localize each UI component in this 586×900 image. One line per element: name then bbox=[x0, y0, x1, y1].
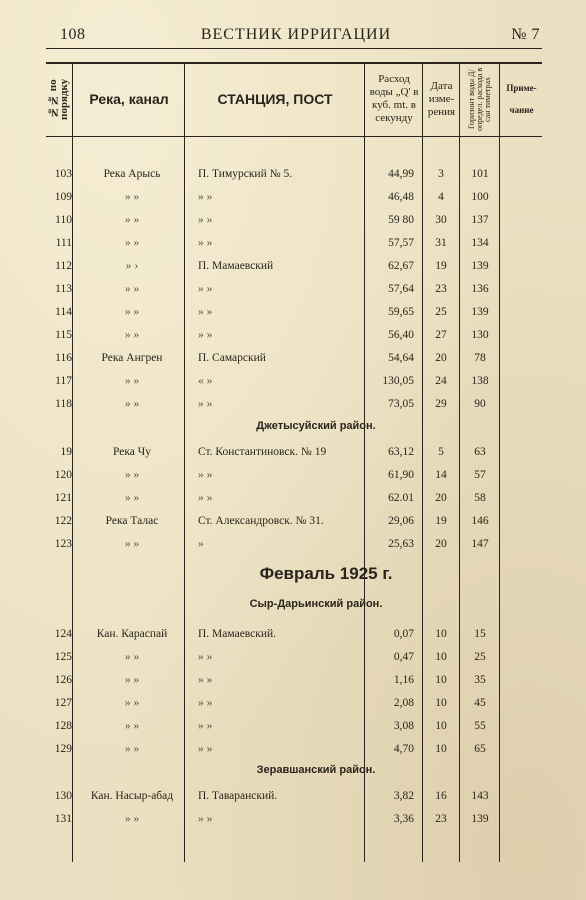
row-number: 125 bbox=[54, 651, 72, 663]
date-cell: 5 bbox=[438, 446, 444, 458]
issue-number: № 7 bbox=[511, 26, 540, 43]
flow-cell: 0,47 bbox=[393, 651, 414, 663]
river-cell: » » bbox=[124, 214, 140, 226]
row-number: 116 bbox=[55, 352, 72, 364]
river-cell: » » bbox=[124, 469, 140, 481]
date-cell: 4 bbox=[438, 191, 444, 203]
flow-cell: 130,05 bbox=[382, 375, 414, 387]
flow-cell: 4,70 bbox=[393, 743, 414, 755]
table-row bbox=[46, 786, 542, 809]
measurement-table bbox=[46, 62, 542, 862]
river-cell: » » bbox=[124, 191, 140, 203]
date-cell: 29 bbox=[435, 398, 447, 410]
running-head bbox=[46, 26, 546, 48]
row-number: 126 bbox=[54, 674, 72, 686]
table-row bbox=[46, 670, 542, 693]
row-number: 19 bbox=[60, 446, 72, 458]
row-number: 103 bbox=[54, 168, 72, 180]
horizon-cell: 139 bbox=[471, 306, 489, 318]
date-cell: 27 bbox=[435, 329, 447, 341]
horizon-cell: 138 bbox=[471, 375, 489, 387]
flow-cell: 0,07 bbox=[393, 628, 414, 640]
table-row bbox=[46, 809, 542, 832]
station-cell: » » bbox=[198, 813, 213, 825]
table-row bbox=[46, 716, 542, 739]
row-number: 129 bbox=[54, 743, 72, 755]
table-row bbox=[46, 511, 542, 534]
page-number: 108 bbox=[60, 26, 86, 43]
date-cell: 14 bbox=[435, 469, 447, 481]
date-cell: 10 bbox=[435, 674, 447, 686]
station-cell: П. Таваранский. bbox=[198, 790, 278, 802]
row-number: 122 bbox=[54, 515, 72, 527]
flow-cell: 3,08 bbox=[393, 720, 414, 732]
horizon-cell: 15 bbox=[474, 628, 486, 640]
river-cell: » › bbox=[125, 260, 139, 272]
row-number: 115 bbox=[55, 329, 72, 341]
station-cell: » » bbox=[198, 469, 213, 481]
river-cell: Река Арысь bbox=[103, 168, 161, 180]
date-cell: 23 bbox=[435, 283, 447, 295]
table-row bbox=[46, 164, 542, 187]
date-cell: 20 bbox=[435, 352, 447, 364]
flow-cell: 25,63 bbox=[388, 538, 414, 550]
station-cell: » » bbox=[198, 697, 213, 709]
station-cell: » » bbox=[198, 743, 213, 755]
date-cell: 16 bbox=[435, 790, 447, 802]
table-row bbox=[46, 394, 542, 417]
row-number: 114 bbox=[55, 306, 72, 318]
flow-cell: 57,64 bbox=[388, 283, 414, 295]
flow-cell: 59,65 bbox=[388, 306, 414, 318]
station-cell: « » bbox=[198, 375, 213, 387]
date-cell: 25 bbox=[435, 306, 447, 318]
horizon-cell: 143 bbox=[471, 790, 489, 802]
row-number: 113 bbox=[55, 283, 72, 295]
station-cell: П. Самарский bbox=[198, 352, 266, 364]
flow-cell: 2,08 bbox=[393, 697, 414, 709]
row-number: 124 bbox=[54, 628, 72, 640]
section-heading: Зеравшанский район. bbox=[256, 764, 376, 776]
river-cell: » » bbox=[124, 398, 140, 410]
river-cell: » » bbox=[124, 697, 140, 709]
river-cell: » » bbox=[124, 237, 140, 249]
date-cell: 10 bbox=[435, 651, 447, 663]
river-cell: » » bbox=[124, 538, 140, 550]
horizon-cell: 45 bbox=[474, 697, 486, 709]
flow-cell: 1,16 bbox=[393, 674, 414, 686]
horizon-cell: 25 bbox=[474, 651, 486, 663]
table-row bbox=[46, 693, 542, 716]
station-cell: » » bbox=[198, 398, 213, 410]
row-number: 110 bbox=[55, 214, 72, 226]
horizon-cell: 130 bbox=[471, 329, 489, 341]
header-rule bbox=[46, 48, 542, 49]
flow-cell: 61,90 bbox=[388, 469, 414, 481]
row-number: 111 bbox=[55, 237, 72, 249]
river-cell: » » bbox=[124, 329, 140, 341]
horizon-cell: 139 bbox=[471, 813, 489, 825]
river-cell: » » bbox=[124, 492, 140, 504]
horizon-cell: 90 bbox=[474, 398, 486, 410]
table-row bbox=[46, 465, 542, 488]
table-row bbox=[46, 325, 542, 348]
row-number: 109 bbox=[54, 191, 72, 203]
station-cell: » » bbox=[198, 329, 213, 341]
station-cell: » » bbox=[198, 283, 213, 295]
row-number: 123 bbox=[54, 538, 72, 550]
river-cell: » » bbox=[124, 375, 140, 387]
row-number: 112 bbox=[55, 260, 72, 272]
station-cell: » » bbox=[198, 191, 213, 203]
date-cell: 23 bbox=[435, 813, 447, 825]
table-row bbox=[46, 348, 542, 371]
horizon-cell: 55 bbox=[474, 720, 486, 732]
horizon-cell: 137 bbox=[471, 214, 489, 226]
table-row bbox=[46, 210, 542, 233]
date-cell: 30 bbox=[435, 214, 447, 226]
flow-cell: 46,48 bbox=[388, 191, 414, 203]
horizon-cell: 57 bbox=[474, 469, 486, 481]
river-cell: Река Талас bbox=[105, 515, 159, 527]
row-number: 131 bbox=[54, 813, 72, 825]
flow-cell: 44,99 bbox=[388, 168, 414, 180]
row-number: 130 bbox=[54, 790, 72, 802]
section-heading: Джетысуйский район. bbox=[256, 420, 376, 432]
flow-cell: 73,05 bbox=[388, 398, 414, 410]
table-row bbox=[46, 647, 542, 670]
flow-cell: 62,67 bbox=[388, 260, 414, 272]
row-number: 128 bbox=[54, 720, 72, 732]
station-cell: Ст. Константиновск. № 19 bbox=[198, 446, 327, 458]
station-cell: » » bbox=[198, 492, 213, 504]
horizon-cell: 35 bbox=[474, 674, 486, 686]
flow-cell: 62.01 bbox=[388, 492, 414, 504]
river-cell: » » bbox=[124, 743, 140, 755]
date-cell: 10 bbox=[435, 743, 447, 755]
station-cell: » » bbox=[198, 651, 213, 663]
flow-cell: 3,36 bbox=[393, 813, 414, 825]
river-cell: » » bbox=[124, 813, 140, 825]
date-cell: 20 bbox=[435, 492, 447, 504]
river-cell: » » bbox=[124, 306, 140, 318]
date-cell: 19 bbox=[435, 515, 447, 527]
table-row bbox=[46, 371, 542, 394]
header-bottom-rule bbox=[46, 136, 542, 137]
horizon-cell: 134 bbox=[471, 237, 489, 249]
station-cell: » » bbox=[198, 720, 213, 732]
header-river: Река, канал bbox=[89, 91, 169, 107]
header-station: СТАНЦИЯ, ПОСТ bbox=[217, 91, 333, 107]
horizon-cell: 63 bbox=[474, 446, 486, 458]
date-cell: 3 bbox=[438, 168, 444, 180]
horizon-cell: 146 bbox=[471, 515, 489, 527]
header-date: Дата изме-рения bbox=[427, 79, 456, 118]
horizon-cell: 139 bbox=[471, 260, 489, 272]
station-cell: » » bbox=[198, 674, 213, 686]
date-cell: 19 bbox=[435, 260, 447, 272]
flow-cell: 29,06 bbox=[388, 515, 414, 527]
horizon-cell: 100 bbox=[471, 191, 489, 203]
horizon-cell: 58 bbox=[474, 492, 486, 504]
flow-cell: 54,64 bbox=[388, 352, 414, 364]
river-cell: » » bbox=[124, 283, 140, 295]
river-cell: Кан. Караспай bbox=[96, 628, 168, 640]
horizon-cell: 136 bbox=[471, 283, 489, 295]
row-number: 118 bbox=[55, 398, 72, 410]
river-cell: Кан. Насыр-абад bbox=[90, 790, 174, 802]
date-cell: 24 bbox=[435, 375, 447, 387]
flow-cell: 63,12 bbox=[388, 446, 414, 458]
table-row bbox=[46, 534, 542, 557]
section-heading: Сыр-Дарьинский район. bbox=[249, 598, 383, 610]
table-row bbox=[46, 302, 542, 325]
table-row bbox=[46, 187, 542, 210]
row-number: 117 bbox=[55, 375, 72, 387]
station-cell: » bbox=[198, 538, 204, 550]
header-number: №№ по порядку bbox=[47, 78, 70, 120]
station-cell: П. Мамаевский. bbox=[198, 628, 277, 640]
table-row bbox=[46, 233, 542, 256]
journal-title: ВЕСТНИК ИРРИГАЦИИ bbox=[200, 26, 392, 43]
station-cell: П. Тимурский № 5. bbox=[198, 168, 293, 180]
river-cell: » » bbox=[124, 674, 140, 686]
table-row bbox=[46, 624, 542, 647]
river-cell: » » bbox=[124, 720, 140, 732]
station-cell: » » bbox=[198, 214, 213, 226]
row-number: 121 bbox=[54, 492, 72, 504]
date-cell: 10 bbox=[435, 628, 447, 640]
station-cell: П. Мамаевский bbox=[198, 260, 274, 272]
river-cell: Река Ангрен bbox=[101, 352, 163, 364]
table-row bbox=[46, 279, 542, 302]
horizon-cell: 147 bbox=[471, 538, 489, 550]
flow-cell: 3,82 bbox=[393, 790, 414, 802]
table-row bbox=[46, 488, 542, 511]
date-cell: 31 bbox=[435, 237, 447, 249]
station-cell: Ст. Александровск. № 31. bbox=[198, 515, 324, 527]
horizon-cell: 65 bbox=[474, 743, 486, 755]
table-row bbox=[46, 739, 542, 762]
station-cell: » » bbox=[198, 306, 213, 318]
flow-cell: 56,40 bbox=[388, 329, 414, 341]
row-number: 120 bbox=[54, 469, 72, 481]
header-horizon: Горизонт воды Д/ определ. расхода в сан тиметрах bbox=[467, 67, 492, 131]
flow-cell: 59 80 bbox=[388, 214, 414, 226]
river-cell: Река Чу bbox=[113, 446, 151, 458]
station-cell: » » bbox=[198, 237, 213, 249]
flow-cell: 57,57 bbox=[388, 237, 414, 249]
header-remark: Приме-чание bbox=[506, 83, 537, 115]
date-cell: 10 bbox=[435, 697, 447, 709]
month-heading: Февраль 1925 г. bbox=[259, 564, 393, 583]
table-row bbox=[46, 442, 542, 465]
date-cell: 10 bbox=[435, 720, 447, 732]
horizon-cell: 78 bbox=[474, 352, 486, 364]
horizon-cell: 101 bbox=[471, 168, 489, 180]
date-cell: 20 bbox=[435, 538, 447, 550]
row-number: 127 bbox=[54, 697, 72, 709]
table-row bbox=[46, 256, 542, 279]
river-cell: » » bbox=[124, 651, 140, 663]
header-flow: Расход воды „Q' в куб. mt. в секунду bbox=[369, 73, 419, 124]
